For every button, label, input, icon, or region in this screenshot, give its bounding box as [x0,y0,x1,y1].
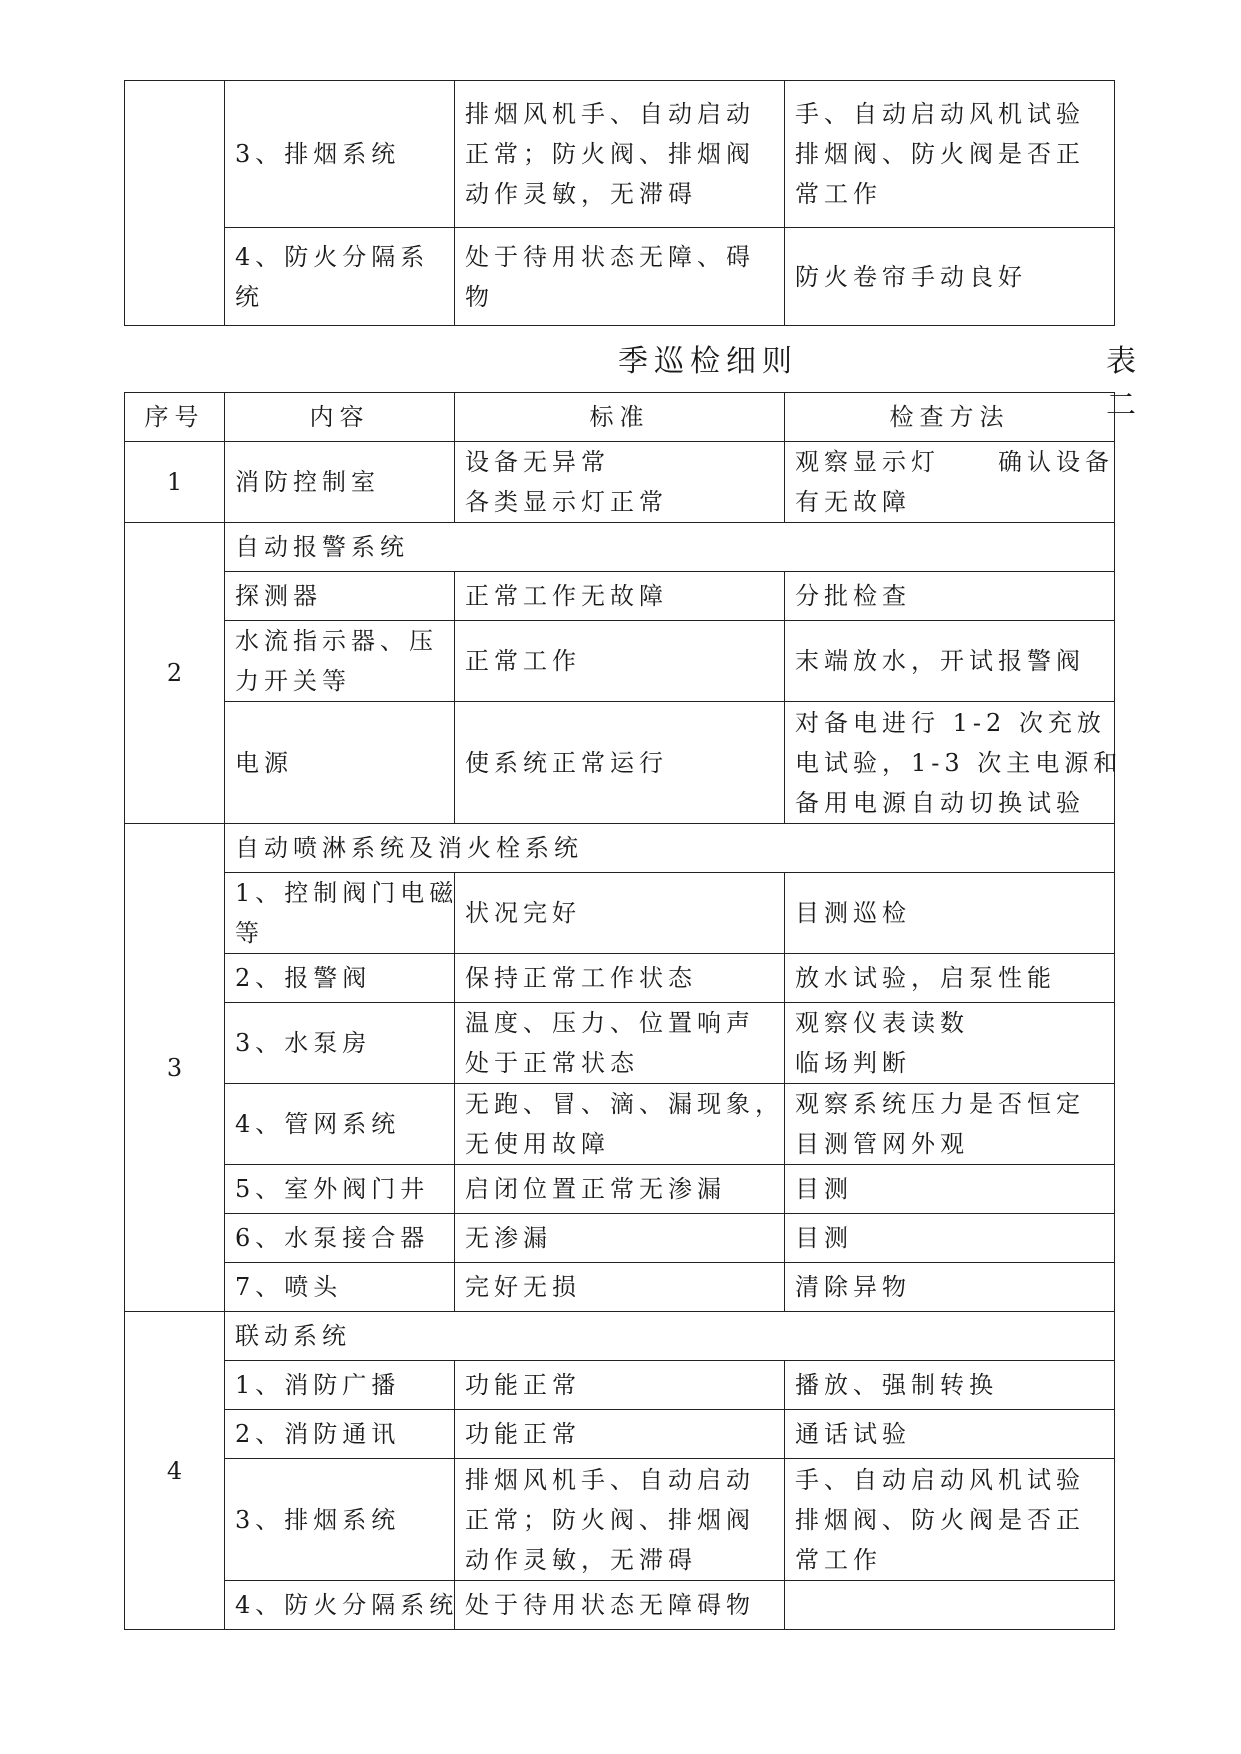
standard-cell: 使系统正常运行 [455,702,785,824]
continued-table [124,80,1115,326]
method-cell: 目测巡检 [785,873,1115,954]
standard-cell: 状况完好 [455,873,785,954]
content-cell: 1、消防广播 [225,1361,455,1410]
content-cell: 探测器 [225,572,455,621]
method-cell: 末端放水，开试报警阀 [785,621,1115,702]
table-row [125,1263,1115,1312]
table-row [125,572,1115,621]
inspection-table [124,392,1123,1630]
content-cell: 消防控制室 [225,442,455,523]
table-row [125,81,1115,228]
standard-cell: 处于待用状态无障碍物 [455,1581,785,1630]
method-cell: 分批检查 [785,572,1115,621]
section-title: 自动报警系统 [225,523,1115,572]
method-cell: 观察系统压力是否恒定 目测管网外观 [785,1084,1115,1165]
standard-cell: 处于待用状态无障、碍 物 [455,228,785,326]
page-title: 季巡检细则 [618,344,798,379]
method-cell: 目测 [785,1165,1115,1214]
number-cell [125,81,225,326]
table-row [125,523,1115,572]
table-row [125,1312,1115,1361]
content-cell: 1、控制阀门电磁 等 [225,873,455,954]
standard-cell: 正常工作 [455,621,785,702]
content-cell: 3、排烟系统 [225,1459,455,1581]
standard-cell: 无跑、冒、滴、漏现象， 无使用故障 [455,1084,785,1165]
content-cell: 5、室外阀门井 [225,1165,455,1214]
table-row [125,1165,1115,1214]
method-cell: 目测 [785,1214,1115,1263]
table-row [125,1214,1115,1263]
method-cell: 对备电进行 1-2 次充放 电试验，1-3 次主电源和 备用电源自动切换试验 [785,702,1115,824]
header-standard: 标准 [455,393,785,442]
table-row [125,824,1115,873]
section-title: 自动喷淋系统及消火栓系统 [225,824,1115,873]
method-cell: 观察显示灯 确认设备 有无故障 [785,442,1115,523]
content-cell: 2、消防通讯 [225,1410,455,1459]
standard-cell: 无渗漏 [455,1214,785,1263]
method-cell [785,1581,1115,1630]
table-row [125,442,1115,523]
standard-cell: 设备无异常 各类显示灯正常 [455,442,785,523]
content-cell: 4、防火分隔系统 [225,228,455,326]
table-row [125,1581,1115,1630]
number-cell: 4 [125,1312,225,1630]
method-cell: 放水试验，启泵性能 [785,954,1115,1003]
method-cell: 观察仪表读数 临场判断 [785,1003,1115,1084]
standard-cell: 正常工作无故障 [455,572,785,621]
table-row [125,1410,1115,1459]
table-row [125,1361,1115,1410]
standard-cell: 排烟风机手、自动启动 正常；防火阀、排烟阀 动作灵敏，无滞碍 [455,81,785,228]
table-row [125,1459,1115,1581]
content-cell: 3、排烟系统 [225,81,455,228]
content-cell: 4、管网系统 [225,1084,455,1165]
content-cell: 2、报警阀 [225,954,455,1003]
content-cell: 4、防火分隔系统 [225,1581,455,1630]
standard-cell: 功能正常 [455,1410,785,1459]
method-cell: 手、自动启动风机试验 排烟阀、防火阀是否正 常工作 [785,1459,1115,1581]
number-cell: 1 [125,442,225,523]
table-row [125,1003,1115,1084]
content-cell: 水流指示器、压 力开关等 [225,621,455,702]
standard-cell: 功能正常 [455,1361,785,1410]
standard-cell: 温度、压力、位置响声 处于正常状态 [455,1003,785,1084]
header-content: 内容 [225,393,455,442]
content-cell: 7、喷头 [225,1263,455,1312]
header-number: 序号 [125,393,225,442]
standard-cell: 排烟风机手、自动启动 正常；防火阀、排烟阀 动作灵敏，无滞碍 [455,1459,785,1581]
header-row [125,393,1115,442]
content-cell: 电源 [225,702,455,824]
section-title: 联动系统 [225,1312,1115,1361]
table-row [125,954,1115,1003]
header-method: 检查方法 [785,393,1115,442]
content-cell: 3、水泵房 [225,1003,455,1084]
method-cell: 播放、强制转换 [785,1361,1115,1410]
method-cell: 通话试验 [785,1410,1115,1459]
table-row [125,621,1115,702]
table-label: 表二 [1106,344,1142,423]
standard-cell: 完好无损 [455,1263,785,1312]
method-cell: 清除异物 [785,1263,1115,1312]
standard-cell: 启闭位置正常无渗漏 [455,1165,785,1214]
number-cell: 3 [125,824,225,1312]
method-cell: 防火卷帘手动良好 [785,228,1115,326]
content-cell: 6、水泵接合器 [225,1214,455,1263]
table-row [125,702,1115,824]
number-cell: 2 [125,523,225,824]
table-row [125,228,1115,326]
table-row [125,873,1115,954]
table-row [125,1084,1115,1165]
method-cell: 手、自动启动风机试验 排烟阀、防火阀是否正 常工作 [785,81,1115,228]
standard-cell: 保持正常工作状态 [455,954,785,1003]
